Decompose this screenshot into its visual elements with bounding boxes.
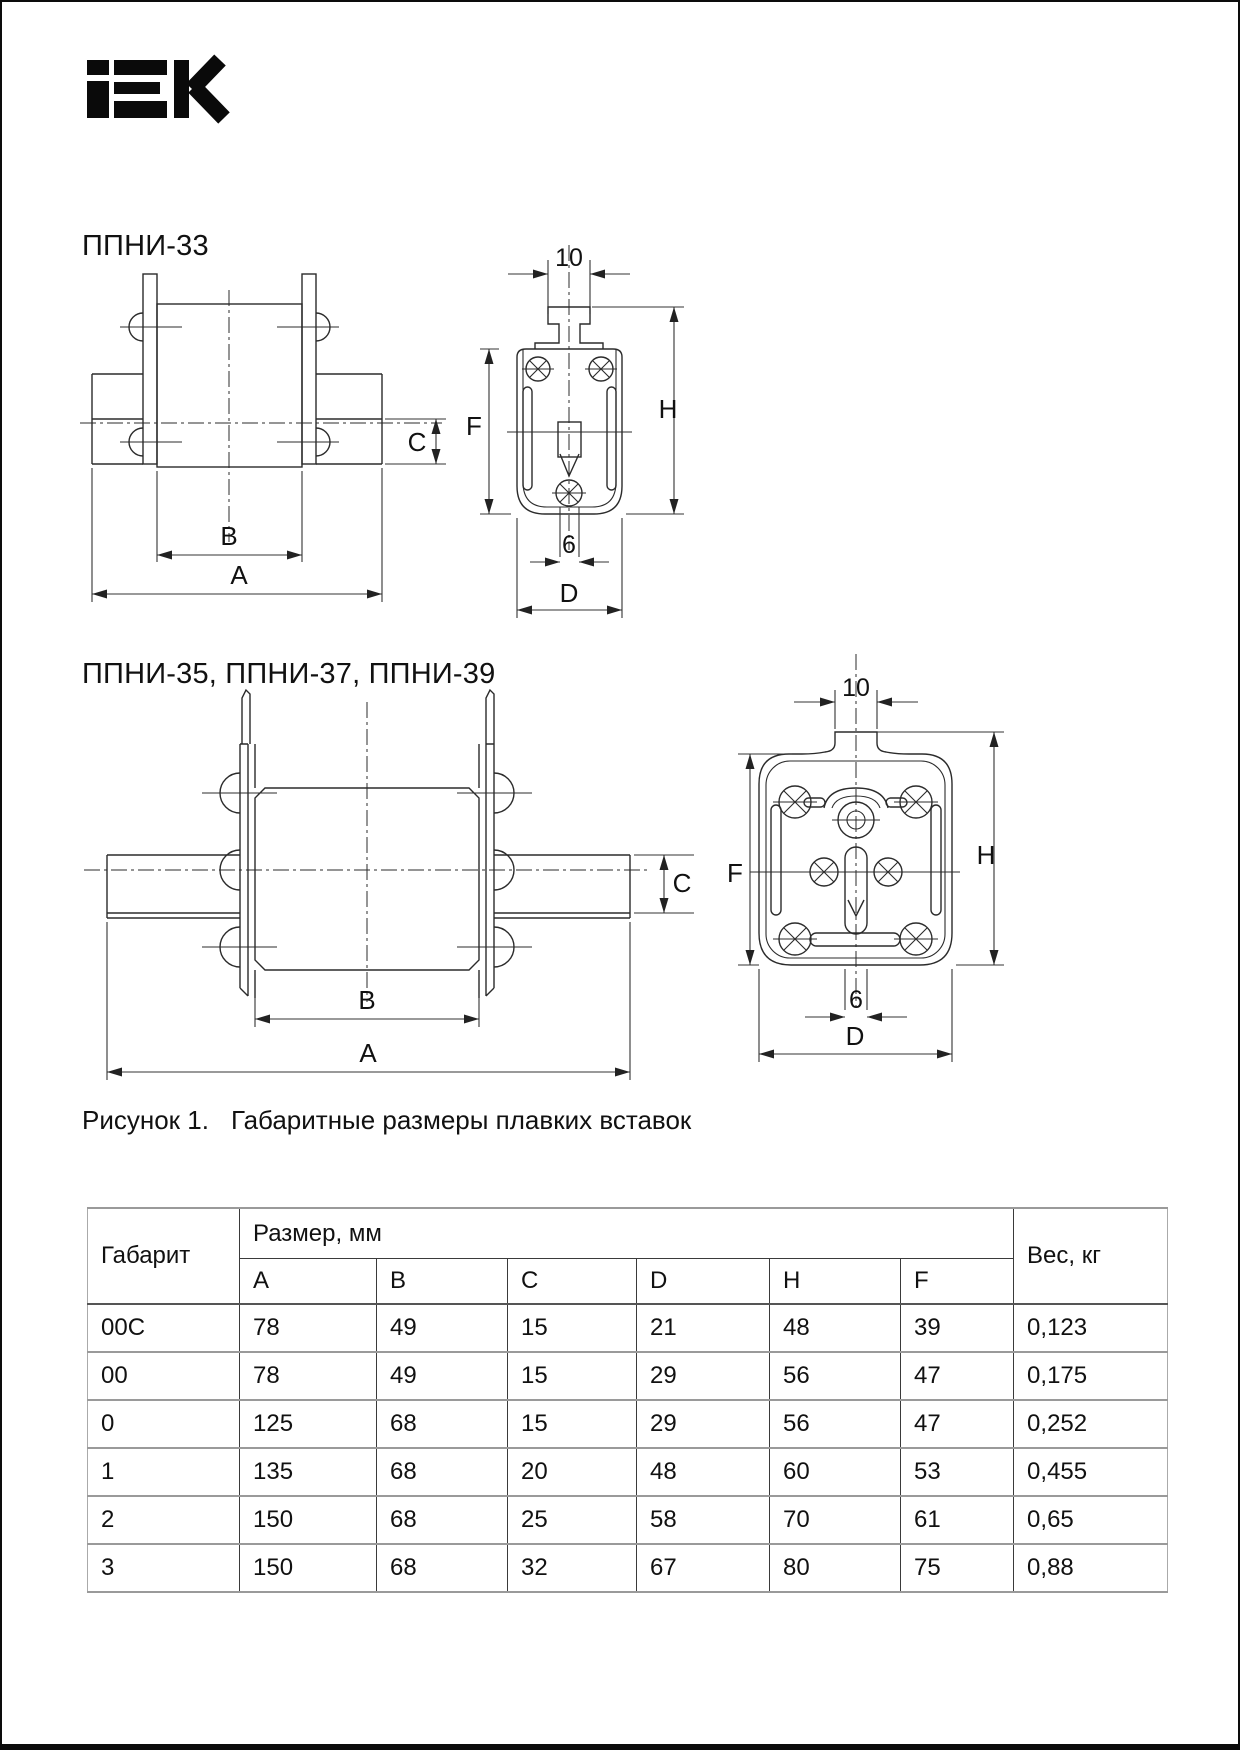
fig1-dim-H: H — [658, 394, 678, 424]
cell-B: 68 — [377, 1448, 508, 1496]
cell-D: 29 — [637, 1352, 770, 1400]
fig2-dim-F: F — [727, 858, 743, 888]
cell-ves: 0,175 — [1027, 1362, 1088, 1389]
table-row — [88, 1496, 1168, 1544]
subcol-A: A — [240, 1259, 377, 1305]
cell-B: 68 — [377, 1544, 508, 1592]
cell-D: 29 — [637, 1400, 770, 1448]
cell-gabarit: 00 — [88, 1352, 240, 1400]
fig2-dim-6: 6 — [849, 986, 863, 1014]
cell-H: 80 — [770, 1544, 901, 1592]
cell-gabarit: 2 — [88, 1496, 240, 1544]
dimension-drawings — [2, 2, 1238, 1102]
cell-A: 78 — [240, 1304, 377, 1352]
fig2-dim-10: 10 — [842, 674, 870, 702]
cell-A: 150 — [240, 1496, 377, 1544]
cell-C: 25 — [508, 1496, 637, 1544]
cell-C: 32 — [508, 1544, 637, 1592]
table-row — [88, 1544, 1168, 1592]
cell-ves: 0,65 — [1027, 1506, 1074, 1533]
fig1-title: ППНИ-33 — [82, 230, 209, 262]
col-header-razmer: Размер, мм — [240, 1208, 1014, 1259]
cell-A: 125 — [240, 1400, 377, 1448]
fig2-dim-B: B — [358, 985, 376, 1015]
cell-F: 53 — [901, 1448, 1014, 1496]
col-header-ves: Вес, кг — [1014, 1208, 1168, 1304]
cell-ves: 0,252 — [1027, 1410, 1088, 1437]
subcol-H: H — [770, 1259, 901, 1305]
cell-H: 56 — [770, 1352, 901, 1400]
figure-caption — [82, 1105, 691, 1136]
table-row — [88, 1448, 1168, 1496]
cell-ves: 0,455 — [1027, 1458, 1088, 1485]
fig1-dim-A: A — [230, 560, 248, 590]
cell-F: 47 — [901, 1352, 1014, 1400]
fig1-dim-6: 6 — [562, 531, 576, 559]
fig1-dim-B: B — [220, 521, 238, 551]
cell-B: 68 — [377, 1400, 508, 1448]
cell-D: 67 — [637, 1544, 770, 1592]
cell-D: 58 — [637, 1496, 770, 1544]
figure-caption-text: Габаритные размеры плавких вставок — [230, 1105, 692, 1135]
figure-caption-label: Рисунок 1. — [82, 1105, 209, 1135]
fig2-title: ППНИ-35, ППНИ-37, ППНИ-39 — [82, 658, 496, 690]
cell-C: 15 — [508, 1304, 637, 1352]
cell-gabarit: 00C — [88, 1304, 240, 1352]
cell-B: 49 — [377, 1304, 508, 1352]
cell-A: 150 — [240, 1544, 377, 1592]
cell-gabarit: 3 — [88, 1544, 240, 1592]
fig1-side-view — [80, 274, 446, 602]
fig2-dim-D: D — [845, 1021, 865, 1051]
cell-gabarit: 0 — [88, 1400, 240, 1448]
cell-gabarit: 1 — [88, 1448, 240, 1496]
cell-C: 20 — [508, 1448, 637, 1496]
fig1-dim-10: 10 — [555, 244, 583, 272]
cell-A: 78 — [240, 1352, 377, 1400]
table-row — [88, 1304, 1168, 1352]
cell-F: 61 — [901, 1496, 1014, 1544]
cell-C: 15 — [508, 1352, 637, 1400]
cell-F: 39 — [901, 1304, 1014, 1352]
fig1-dim-F: F — [466, 411, 482, 441]
cell-H: 48 — [770, 1304, 901, 1352]
fig2-dim-H: H — [976, 840, 996, 870]
cell-B: 68 — [377, 1496, 508, 1544]
table-row — [88, 1352, 1168, 1400]
cell-C: 15 — [508, 1400, 637, 1448]
cell-ves: 0,88 — [1027, 1554, 1074, 1581]
cell-B: 49 — [377, 1352, 508, 1400]
cell-F: 75 — [901, 1544, 1014, 1592]
dimensions-table — [87, 1207, 1168, 1593]
cell-D: 48 — [637, 1448, 770, 1496]
cell-D: 21 — [637, 1304, 770, 1352]
fig1-dim-C: C — [407, 427, 427, 457]
subcol-F: F — [914, 1267, 929, 1294]
fig2-side-view — [84, 690, 694, 1080]
table-row — [88, 1400, 1168, 1448]
subcol-B: B — [377, 1259, 508, 1305]
fig1-dim-D: D — [559, 578, 579, 608]
fig2-dim-C: C — [672, 868, 692, 898]
cell-F: 47 — [901, 1400, 1014, 1448]
cell-H: 60 — [770, 1448, 901, 1496]
subcol-C: C — [508, 1259, 637, 1305]
cell-A: 135 — [240, 1448, 377, 1496]
fig2-front-view — [727, 654, 1004, 1062]
cell-H: 56 — [770, 1400, 901, 1448]
fig1-front-view — [466, 244, 684, 618]
col-header-gabarit: Габарит — [88, 1208, 240, 1304]
cell-ves: 0,123 — [1027, 1314, 1088, 1341]
cell-H: 70 — [770, 1496, 901, 1544]
subcol-D: D — [637, 1259, 770, 1305]
fig2-dim-A: A — [359, 1038, 377, 1068]
